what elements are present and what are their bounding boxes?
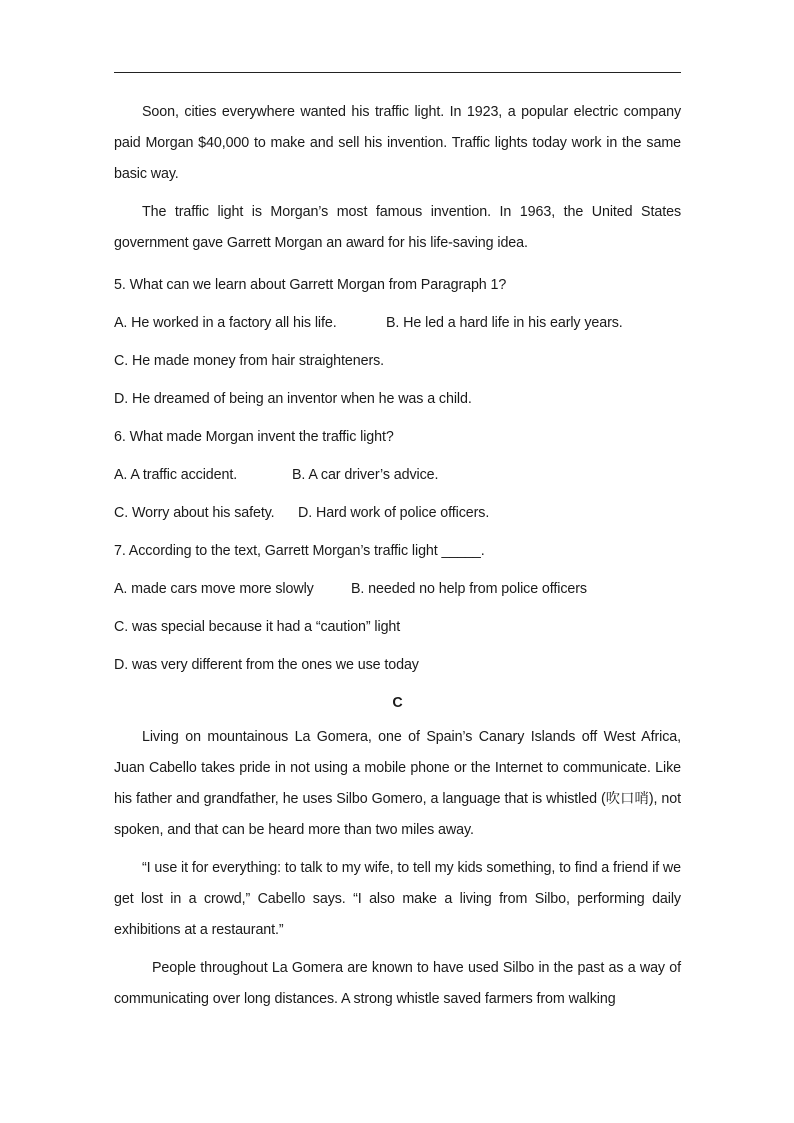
question-7	[114, 532, 681, 684]
option-c: C. He made money from hair straighteners.	[114, 353, 385, 369]
passage-paragraph: People throughout La Gomera are known to have used Silbo in the past as a way of communicating over long distances. A strong whistle saved farmers from walking	[114, 960, 681, 1007]
option-c: C. was special because it had a “caution” light	[114, 619, 401, 635]
option-d: D. was very different from the ones we use today	[114, 657, 419, 673]
question-6	[114, 418, 681, 532]
question-stem: 7. According to the text, Garrett Morgan’s traffic light _____.	[114, 543, 485, 559]
option-b: B. He led a hard life in his early years.	[386, 315, 623, 331]
option-d: D. He dreamed of being an inventor when he was a child.	[114, 391, 472, 407]
passage-paragraph: “I use it for everything: to talk to my wife, to tell my kids something, to find a friend if we get lost in a crowd,” Cabello says. “I also make a living from Silbo, performing daily exhibitions at a restaurant.”	[114, 860, 681, 938]
header-rule	[114, 72, 681, 73]
option-a: A. He worked in a factory all his life.	[114, 315, 337, 331]
option-row	[114, 570, 681, 608]
option-c: C. Worry about his safety.	[114, 505, 275, 521]
passage-paragraph: Soon, cities everywhere wanted his traffic light. In 1923, a popular electric company paid Morgan $40,000 to make and sell his invention. Traffic lights today work in the same basic way.	[114, 104, 681, 182]
question-stem: 5. What can we learn about Garrett Morgan from Paragraph 1?	[114, 277, 507, 293]
passage-paragraph: Living on mountainous La Gomera, one of Spain’s Canary Islands off West Africa, Juan Cabello takes pride in not using a mobile phone or the Internet to communicate. Like his father and grandfather, he uses Silbo Gomero, a language that is whistled (吹口哨), not spoken, and that can be heard more than two miles away.	[114, 729, 681, 838]
option-a: A. A traffic accident.	[114, 467, 238, 483]
option-b: B. needed no help from police officers	[351, 581, 587, 597]
option-row	[114, 494, 681, 532]
option-row	[114, 456, 681, 494]
option-b: B. A car driver’s advice.	[292, 467, 439, 483]
question-5	[114, 266, 681, 418]
option-a: A. made cars move more slowly	[114, 581, 314, 597]
passage-paragraph: The traffic light is Morgan’s most famous invention. In 1963, the United States government gave Garrett Morgan an award for his life-saving idea.	[114, 204, 681, 251]
page-content	[114, 97, 681, 1022]
option-row	[114, 304, 681, 342]
option-d: D. Hard work of police officers.	[298, 505, 490, 521]
section-heading: C	[392, 695, 403, 711]
question-stem: 6. What made Morgan invent the traffic light?	[114, 429, 394, 445]
